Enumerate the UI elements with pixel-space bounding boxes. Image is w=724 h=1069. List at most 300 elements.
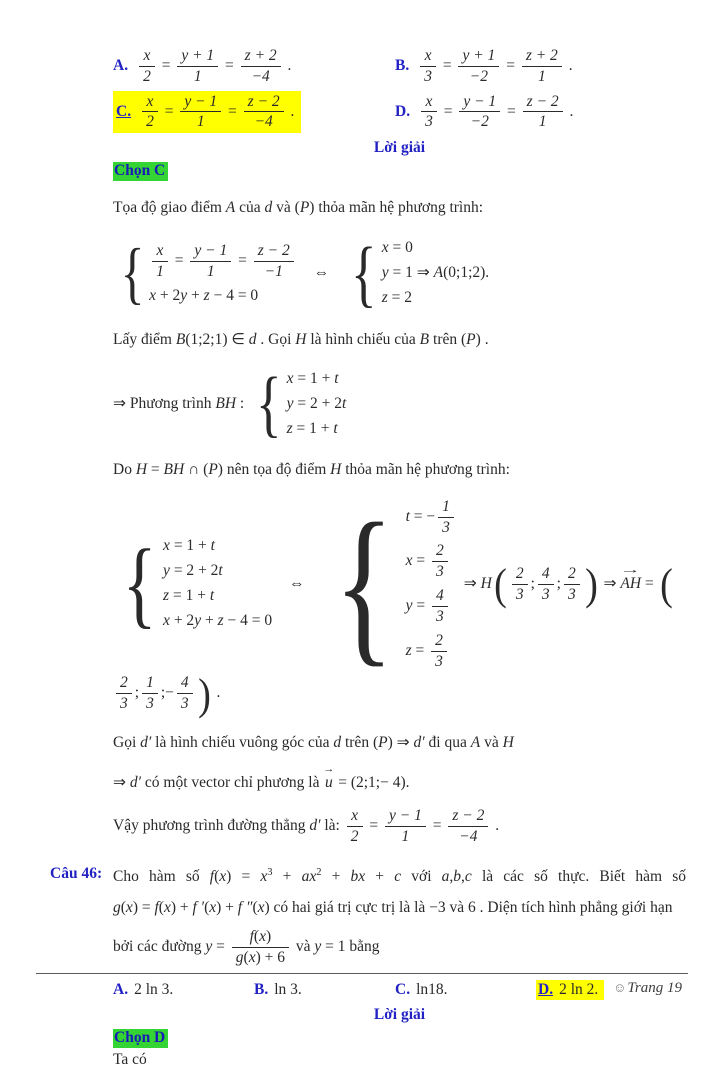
text-token: d′ [140,733,152,751]
text-token: u [324,773,333,791]
text-token: y + 1 [181,47,215,64]
text-token: A [225,199,236,217]
text-token: 2 [146,113,154,131]
numerator [177,674,193,694]
q46-line-2 [113,896,686,919]
fraction [385,807,426,846]
system-lines [382,236,489,311]
system-line [163,559,272,584]
option-d [395,92,573,133]
numerator [244,93,284,113]
text-token: ( [243,948,249,966]
text-token: A [433,264,444,282]
option-d-label: D. [395,102,411,120]
text-token: c [394,867,402,885]
text-token: f [249,928,254,946]
text-token: = [234,251,251,269]
text-token: z [381,289,388,307]
text-token: z + 2 [244,47,277,64]
system-line [287,392,347,417]
denominator [438,518,454,537]
text-token: ( [294,199,300,217]
text-token: z + 2 [525,47,558,64]
text-token: Vậy phương trình đường thẳng [113,816,310,834]
text-token: . [564,56,573,74]
text-token: Tọa độ giao điểm [113,199,226,217]
system-line [287,367,347,392]
text-token: t [209,587,215,605]
option-c-label: C. [116,102,132,120]
numerator [421,93,437,113]
page-number-text: Trang 19 [627,980,682,996]
denominator [142,694,158,713]
fraction [523,93,563,132]
denominator [254,262,294,281]
option-a-label: A. [113,57,129,75]
q45-options [113,46,686,133]
text-token: = 0 [388,239,413,257]
denominator [244,112,284,131]
fraction [538,565,554,604]
text-token: 1 [193,67,202,85]
text-token: Cho hàm số [113,867,210,885]
q45-option-row-1 [113,46,686,87]
text-token: nên tọa độ điểm [222,460,331,478]
question-46 [50,865,686,968]
text-token: 4 [436,587,444,605]
text-token: thỏa mãn hệ phương trình: [341,460,510,478]
paragraph-h-condition [113,458,686,482]
fraction [438,498,454,537]
fraction [232,928,289,967]
text-token: 1 [442,497,450,515]
brace-glyph: { [122,530,157,639]
system-line [382,286,489,311]
fraction [420,47,436,86]
option-d-equation [418,92,573,133]
option-a [113,46,395,87]
fraction [241,47,281,86]
equation-system-2: { x = 1 + t y = 2 + 2t z = 1 + t x + 2y + z − 4 = 0 ⇔ { t = − $\frac{1}{3}$ x = $\frac{2}{3}$ y = $\frac{4}{3}$ z = $\frac{2}{3}$ ⇒ H( $\frac{2}{3}$ ; $\frac{4}{3}$ ; $\frac{2}{3}$ ) ⇒ → AH = ( $\frac{2}{3}$ ; $\frac{1}{3}$ ;− $\frac{4}{3}$ ) . [113,495,686,714]
paragraph-ta-co: Ta có [113,1050,147,1068]
denominator [152,262,168,281]
text-token: + [187,286,204,304]
text-token: t [218,562,223,580]
text-token: và [272,199,295,217]
denominator [448,827,488,846]
numerator [385,807,426,827]
fraction [522,47,562,86]
text-token: thỏa mãn hệ phương trình: [314,199,484,217]
text-token: = 2 [387,289,413,307]
equation-system [251,363,347,446]
text-token: t [210,537,215,555]
brace-glyph: { [256,363,282,446]
text-token: x [259,928,266,946]
text-token: 1 [538,113,547,131]
brace-glyph: { [351,232,377,315]
text-token: f ″ [237,898,253,916]
text-token: ⇒ [392,733,414,751]
text-token: + [201,612,218,629]
fraction [177,674,193,713]
text-token: z − 2 [452,806,485,824]
text-token: Gọi [113,733,141,751]
equation-system [322,486,457,681]
text-token: ; [556,574,561,592]
text-token: = [428,816,446,834]
text-token: ( [214,867,220,885]
text-token: y − 1 [184,92,218,110]
text-token: 1 [537,67,546,85]
text-token: 2 [143,67,151,85]
fraction [139,47,155,86]
fraction [190,242,231,281]
text-token: d [264,199,273,217]
option-a-equation [136,46,291,87]
fraction [152,242,168,281]
text-token: của [235,199,265,217]
text-token: là hình chiếu của [306,331,420,349]
text-token: ∩ [184,460,204,478]
q46-option-b-text: ln 3. [274,980,302,998]
text-token: 1 [401,827,410,845]
numerator [432,542,448,562]
text-token: z [405,641,412,659]
paragraph-intersection [113,196,686,220]
text-token: ) [217,460,223,478]
text-token: x [149,286,157,304]
fraction [180,93,221,132]
text-token: 3 [425,113,433,131]
text-token: 1 [156,262,164,280]
denominator [538,585,554,604]
text-token: P [208,460,218,478]
text-token: 3 [436,607,444,625]
text-token: y [205,937,213,955]
system-lines [149,239,297,309]
text-token: x [381,239,389,257]
text-token: = [224,102,241,120]
denominator [458,67,499,86]
numerator [152,242,168,262]
fraction [432,587,448,626]
numerator [232,928,289,948]
denominator [139,67,155,86]
text-token: ⇒ [412,264,434,282]
text-token: 3 [567,585,576,603]
numerator [538,565,554,585]
system-line [163,609,272,634]
fraction [432,542,448,581]
text-token: −2 [470,113,489,131]
text-token: d′ [129,773,142,791]
text-token: z [163,587,170,605]
text-token: = [170,251,188,269]
numerator [522,47,562,67]
numerator [142,93,158,113]
text-token: + 2 [156,286,181,304]
fraction [244,93,284,132]
text-token: y [381,264,389,282]
text-token: . [286,102,295,120]
text-token: ( [203,460,209,478]
text-token: 3 [436,563,444,581]
denominator [512,585,528,604]
text-token: x [219,867,227,885]
text-token: H [502,733,514,751]
text-token: là hình chiếu vuông góc của [151,733,334,751]
fraction [459,93,500,132]
smiley-icon: ☺ [613,980,627,995]
vector-arrow-icon: → [323,762,335,775]
equation-system [346,232,490,315]
fraction [458,47,499,86]
system-lines [406,495,457,674]
text-token: = [147,460,164,478]
fraction [448,807,488,846]
text-token: = [412,552,429,570]
text-token: − 4 = 0 [223,612,273,629]
denominator [431,652,447,671]
text-token: 1 [206,262,215,280]
text-token: 2 [120,674,128,692]
numerator [177,47,218,67]
q46-option-d-text: 2 ln 2. [559,980,599,998]
text-token: ;− [160,684,174,702]
text-token: = [212,937,229,955]
text-token: bx [350,867,366,885]
q46-line-1 [113,865,686,888]
fraction [421,93,437,132]
text-token: . [491,816,500,834]
text-token: trên [341,733,373,751]
text-token: ( [252,898,258,916]
text-token: . [212,684,221,702]
text-token: 2 [436,542,444,560]
text-token: 3 [180,695,189,713]
text-token: z [217,612,224,629]
vector-body [323,775,334,791]
q46-choice-row [113,1029,686,1048]
text-token: = [157,56,175,74]
text-token: g [235,948,244,966]
equation-system [116,235,297,312]
text-token: P [378,733,388,751]
text-token: y [194,612,202,629]
text-token: z [286,419,293,437]
text-token: có một vector chỉ phương là [141,773,324,791]
text-token: ⇒ [599,574,621,592]
text-token: y + 1 [462,47,496,64]
equation-system-1 [113,232,686,315]
denominator [347,827,363,846]
text-token: + [321,867,351,885]
system-line [149,239,297,284]
fraction [142,674,158,713]
text-token: −4 [459,827,478,845]
q45-solution-heading: Lời giải [373,139,426,157]
equation-system [116,530,273,639]
text-token: z [203,286,210,304]
text-token: Lấy điểm [113,331,176,349]
text-token: P [466,331,476,349]
text-token: = [221,56,238,74]
text-token: = − [409,507,436,525]
text-token: B [175,331,186,349]
text-token: f ′ [192,898,205,916]
text-token: d [333,733,342,751]
option-b [395,46,573,87]
text-token: = [641,574,658,592]
text-token: x [248,948,256,966]
q45-option-row-2 [113,91,686,134]
vector [620,563,642,592]
q46-line-3 [113,927,686,968]
denominator [459,112,500,131]
text-token: ) [387,733,393,751]
system-line [382,261,489,286]
text-token: B [419,331,430,349]
text-token: x [209,898,217,916]
numerator [241,47,281,67]
text-token: ( [372,733,379,751]
text-token: x [260,867,268,885]
text-token: a [441,867,450,885]
text-token: −2 [469,67,488,85]
text-token: −4 [254,113,273,131]
numerator [254,242,294,262]
text-token: 3 [424,67,432,85]
text-token: ) [475,331,481,349]
denominator [420,67,436,86]
text-token: 3 [120,695,128,713]
text-token: x [163,537,170,555]
text-token: y [405,596,413,614]
text-token: 4 [180,674,189,692]
text-token: 3 [435,652,443,670]
denominator [432,562,448,581]
text-token: . Gọi [256,331,296,349]
text-token: = 2 + 2 [293,394,342,412]
text-token: H [295,331,307,349]
text-token: = [439,102,457,120]
text-token: z − 2 [247,92,280,110]
text-token: ) + [170,898,193,916]
numerator [512,565,528,585]
text-token: ⇒ [113,773,130,791]
equation-bh [113,363,686,446]
text-token: với [401,867,442,885]
text-token: là các số thực. Biết hàm số [471,867,686,885]
fraction [177,47,218,86]
vector-arrow-icon: → [620,563,642,576]
text-token: (0;1;2). [443,264,490,282]
text-token: ( [253,928,260,946]
text-token: t [342,394,347,412]
text-token: 3 [442,518,450,536]
text-token: , [449,867,454,885]
denominator [177,694,193,713]
text-token: y [163,562,170,580]
text-token: trên [429,331,461,349]
text-token: AH [620,574,642,592]
text-token: Do [113,460,136,478]
text-token: ( [204,898,210,916]
fraction [564,565,580,604]
text-token: = 1 + [292,419,334,437]
system-line [163,534,272,559]
text-token: z − 2 [526,92,559,110]
text-token: (1;2;1) ∈ [185,331,249,349]
vector [323,762,335,791]
text-token: 2 [567,564,576,582]
q46-option-a-label: A. [113,980,129,998]
q46-option-a-text: 2 ln 3. [134,980,174,998]
text-token: z − 2 [257,241,290,259]
brace-glyph: { [333,486,394,681]
text-token: = [502,56,519,74]
text-token: ; [134,684,140,702]
numerator [347,807,363,827]
text-token: x [286,370,294,388]
q46-option-d-label: D. [538,980,554,998]
system-lines [287,367,347,442]
system-lines [163,534,272,634]
system-line [406,539,457,584]
option-c-equation [139,92,294,133]
question-46-body [113,865,686,968]
text-token: ) + 6 [255,948,285,966]
text-token: BH [163,460,185,478]
text-token: ) [264,898,270,916]
text-token: − 4 = 0 [209,286,259,304]
q45-chosen-answer: Chọn C [113,162,168,181]
text-token: H [480,574,492,592]
text-token: x [405,552,413,570]
text-token: d [248,331,257,349]
text-token: ) + [216,898,238,916]
denominator [385,827,426,846]
option-c-highlight [113,91,301,134]
text-token: và [291,937,315,955]
denominator [564,585,580,604]
text-token: 3 [146,695,154,713]
text-token: f [209,867,215,885]
text-token: . [283,56,292,74]
text-token: = [503,102,520,120]
text-token: đi qua [424,733,471,751]
text-token: = 1 bằng [321,937,380,955]
denominator [522,67,562,86]
text-token: 3 [267,866,273,878]
q45-choice-row [113,162,686,181]
text-token: BH [215,395,237,412]
text-token: t [334,370,339,388]
page-number [0,974,724,997]
text-token: c [464,867,472,885]
system-line [406,584,457,629]
text-token: ⇔ [289,574,305,592]
text-token: ⇔ [313,264,330,282]
q46-option-b-label: B. [254,980,269,998]
system-line [382,236,489,261]
text-token: y [286,394,294,412]
text-token: : [236,395,249,412]
denominator [523,112,563,131]
text-token: x [424,47,432,64]
denominator [142,112,158,131]
